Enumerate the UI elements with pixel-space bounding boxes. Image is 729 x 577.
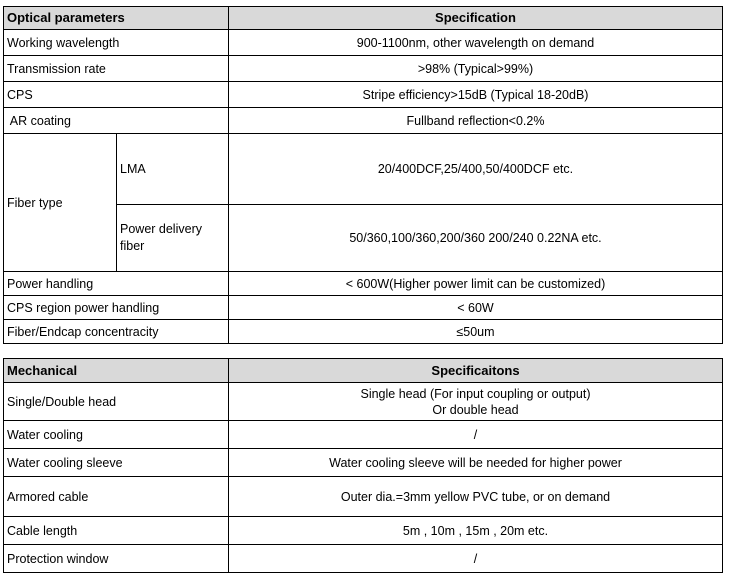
fiber-type-label: Fiber type xyxy=(4,134,117,272)
spec-cell: < 60W xyxy=(229,296,723,320)
spec-cell: Stripe efficiency>15dB (Typical 18-20dB) xyxy=(229,82,723,108)
mechanical-table xyxy=(3,358,723,573)
spec-cell: Outer dia.=3mm yellow PVC tube, or on demand xyxy=(229,477,723,517)
spec-cell: Fullband reflection<0.2% xyxy=(229,108,723,134)
table-row xyxy=(4,30,723,56)
param-cell: Power handling xyxy=(4,272,229,296)
header-specification: Specification xyxy=(229,7,723,30)
param-cell: Protection window xyxy=(4,545,229,573)
table-row xyxy=(4,383,723,421)
table-header-row xyxy=(4,7,723,30)
table-row xyxy=(4,421,723,449)
table-row xyxy=(4,545,723,573)
spec-cell: < 600W(Higher power limit can be customized) xyxy=(229,272,723,296)
table-row xyxy=(4,272,723,296)
param-cell: Cable length xyxy=(4,517,229,545)
table-row xyxy=(4,296,723,320)
param-cell: AR coating xyxy=(4,108,229,134)
spec-cell: 5m , 10m , 15m , 20m etc. xyxy=(229,517,723,545)
spec-cell: Water cooling sleeve will be needed for higher power xyxy=(229,449,723,477)
param-cell: Fiber/Endcap concentracity xyxy=(4,320,229,344)
spec-cell: 20/400DCF,25/400,50/400DCF etc. xyxy=(229,134,723,205)
param-cell: CPS xyxy=(4,82,229,108)
header-parameter: Optical parameters xyxy=(4,7,229,30)
param-cell: Armored cable xyxy=(4,477,229,517)
param-cell: Working wavelength xyxy=(4,30,229,56)
spec-cell: 900-1100nm, other wavelength on demand xyxy=(229,30,723,56)
param-cell: Water cooling xyxy=(4,421,229,449)
spec-line: Or double head xyxy=(432,402,519,417)
header-mechanical: Mechanical xyxy=(4,359,229,383)
table-row xyxy=(4,134,723,205)
param-cell: Transmission rate xyxy=(4,56,229,82)
spec-cell: ≤50um xyxy=(229,320,723,344)
spec-cell xyxy=(229,383,723,421)
table-row xyxy=(4,449,723,477)
header-specifications: Specificaitons xyxy=(229,359,723,383)
sub-param-cell: LMA xyxy=(117,134,229,205)
table-row xyxy=(4,82,723,108)
spec-cell: / xyxy=(229,545,723,573)
table-header-row xyxy=(4,359,723,383)
spec-cell: >98% (Typical>99%) xyxy=(229,56,723,82)
param-cell: Water cooling sleeve xyxy=(4,449,229,477)
table-row xyxy=(4,56,723,82)
sub-param-cell: Power delivery fiber xyxy=(117,205,229,272)
optical-parameters-table xyxy=(3,6,723,344)
spec-line: Single head (For input coupling or output) xyxy=(360,386,591,401)
table-row xyxy=(4,477,723,517)
table-row xyxy=(4,517,723,545)
param-cell: CPS region power handling xyxy=(4,296,229,320)
table-row xyxy=(4,320,723,344)
spec-cell: / xyxy=(229,421,723,449)
param-cell: Single/Double head xyxy=(4,383,229,421)
spec-cell: 50/360,100/360,200/360 200/240 0.22NA etc. xyxy=(229,205,723,272)
table-row xyxy=(4,108,723,134)
